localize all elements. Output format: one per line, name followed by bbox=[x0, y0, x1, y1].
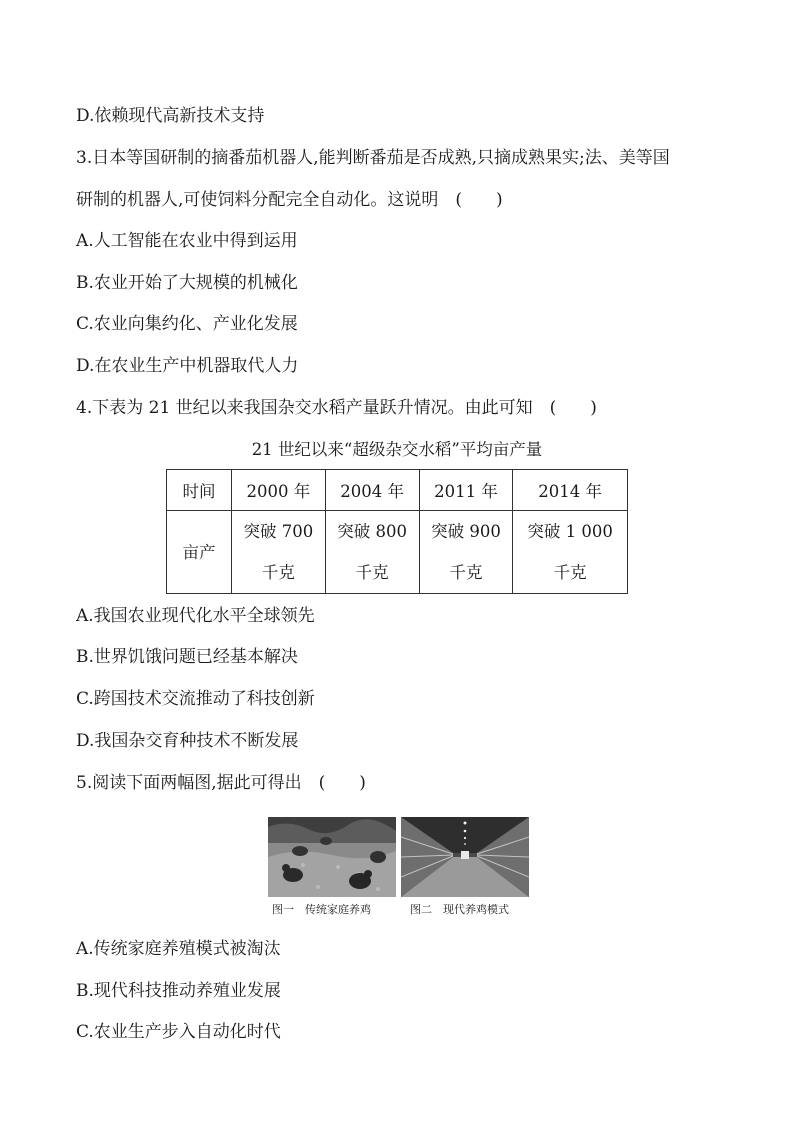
q5-option-b: B.现代科技推动养殖业发展 bbox=[76, 981, 281, 1001]
row-label-yield: 亩产 bbox=[167, 511, 232, 594]
q3-option-c: C.农业向集约化、产业化发展 bbox=[76, 314, 298, 334]
table-row bbox=[167, 470, 628, 511]
year-cell: 2014 年 bbox=[513, 470, 628, 511]
year-cell: 2000 年 bbox=[232, 470, 326, 511]
row-label-time: 时间 bbox=[167, 470, 232, 511]
yield-value: 突破 700 bbox=[243, 522, 314, 541]
figure1-caption: 图一 传统家庭养鸡 bbox=[272, 903, 371, 916]
yield-cell bbox=[419, 511, 513, 594]
yield-cell bbox=[513, 511, 628, 594]
year-cell: 2011 年 bbox=[419, 470, 513, 511]
q5-option-c: C.农业生产步入自动化时代 bbox=[76, 1022, 281, 1042]
traditional-chicken-photo bbox=[268, 817, 396, 897]
q3-option-b: B.农业开始了大规模的机械化 bbox=[76, 273, 298, 293]
yield-unit: 千克 bbox=[553, 563, 587, 582]
q3-option-a: A.人工智能在农业中得到运用 bbox=[76, 231, 298, 251]
yield-unit: 千克 bbox=[261, 563, 295, 582]
q4-option-b: B.世界饥饿问题已经基本解决 bbox=[76, 647, 298, 667]
rice-yield-table bbox=[166, 469, 628, 594]
q2-option-d: D.依赖现代高新技术支持 bbox=[76, 106, 265, 126]
modern-chicken-farm-photo bbox=[401, 817, 529, 897]
q4-option-c: C.跨国技术交流推动了科技创新 bbox=[76, 689, 315, 709]
q5-option-a: A.传统家庭养殖模式被淘汰 bbox=[76, 939, 281, 959]
table-title: 21 世纪以来“超级杂交水稻”平均亩产量 bbox=[251, 440, 543, 459]
q3-option-d: D.在农业生产中机器取代人力 bbox=[76, 356, 299, 376]
yield-value: 突破 800 bbox=[337, 522, 408, 541]
table-row bbox=[167, 511, 628, 594]
yield-cell bbox=[232, 511, 326, 594]
q3-stem-line1: 3.日本等国研制的摘番茄机器人,能判断番茄是否成熟,只摘成熟果实;法、美等国 bbox=[76, 148, 670, 168]
q3-stem-line2: 研制的机器人,可使饲料分配完全自动化。这说明 ( ) bbox=[76, 190, 503, 210]
yield-value: 突破 900 bbox=[431, 522, 501, 541]
yield-unit: 千克 bbox=[449, 563, 483, 582]
q5-stem: 5.阅读下面两幅图,据此可得出 ( ) bbox=[76, 773, 366, 793]
year-cell: 2004 年 bbox=[325, 470, 419, 511]
q4-stem: 4.下表为 21 世纪以来我国杂交水稻产量跃升情况。由此可知 ( ) bbox=[76, 398, 597, 418]
yield-cell bbox=[325, 511, 419, 594]
q4-option-a: A.我国农业现代化水平全球领先 bbox=[76, 606, 315, 626]
yield-unit: 千克 bbox=[355, 563, 389, 582]
figure2-caption: 图二 现代养鸡模式 bbox=[410, 903, 509, 916]
yield-value: 突破 1 000 bbox=[527, 522, 613, 541]
q4-option-d: D.我国杂交育种技术不断发展 bbox=[76, 731, 299, 751]
